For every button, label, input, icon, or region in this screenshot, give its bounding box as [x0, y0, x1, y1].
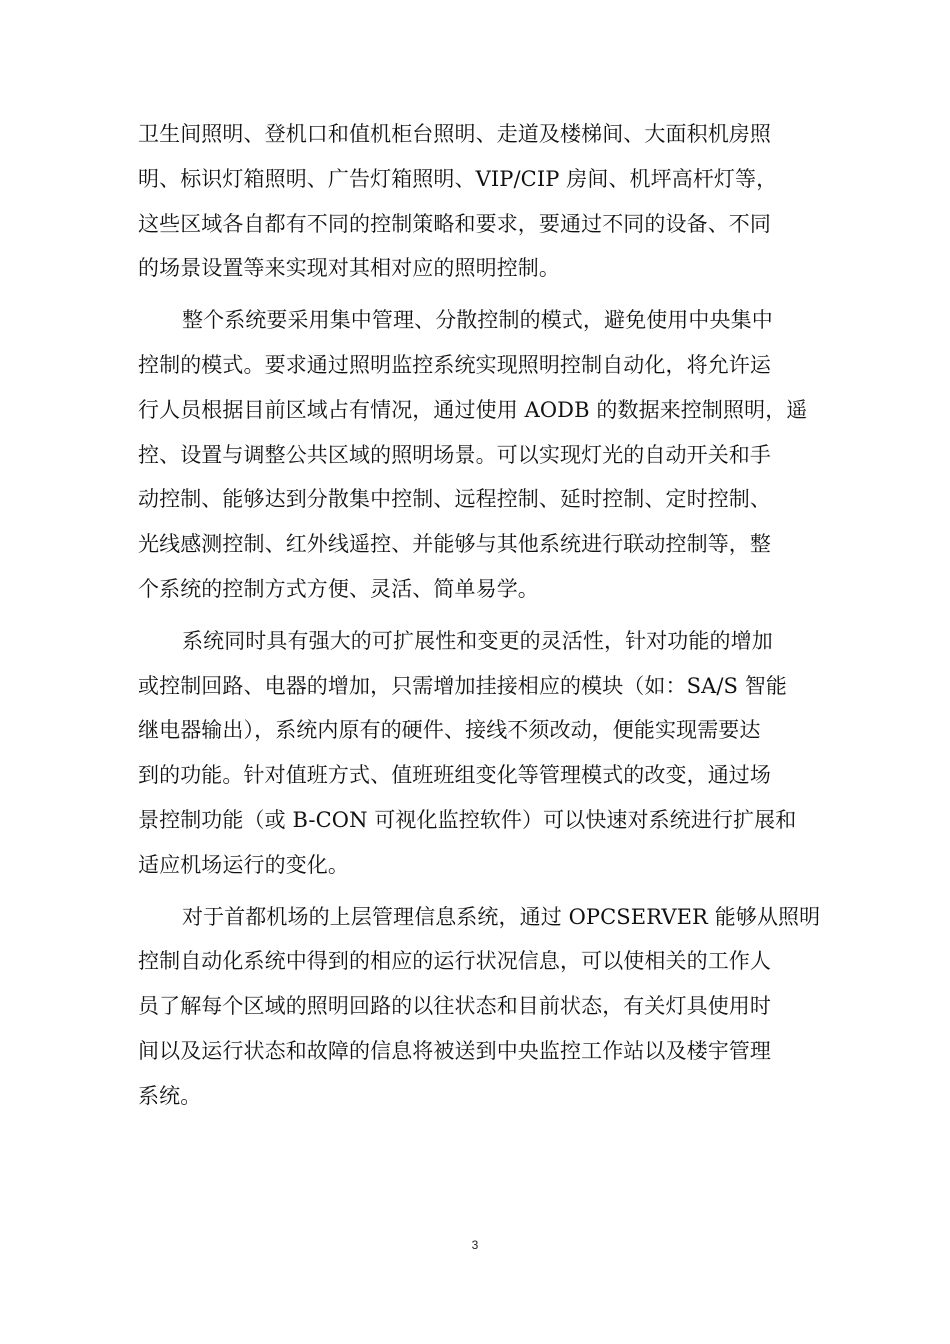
paragraph-line: 控、设置与调整公共区域的照明场景。可以实现灯光的自动开关和手 — [138, 442, 771, 467]
paragraph-1 — [138, 112, 818, 291]
paragraph-3 — [138, 619, 818, 888]
paragraph-line: 动控制、能够达到分散集中控制、远程控制、延时控制、定时控制、 — [138, 487, 771, 512]
paragraph-line: 卫生间照明、登机口和值机柜台照明、走道及楼梯间、大面积机房照 — [138, 122, 771, 146]
paragraph-4 — [138, 895, 821, 1119]
paragraph-line: 的场景设置等来实现对其相对应的照明控制。 — [138, 256, 560, 281]
paragraph-line: 行人员根据目前区域占有情况，通过使用 AODB 的数据来控制照明，遥 — [138, 397, 808, 422]
paragraph-line: 控制的模式。要求通过照明监控系统实现照明控制自动化，将允许运 — [138, 352, 771, 377]
paragraph-line: 或控制回路、电器的增加，只需增加挂接相应的模块（如：SA/S 智能 — [138, 673, 787, 698]
paragraph-line: 继电器输出），系统内原有的硬件、接线不须改动，便能实现需要达 — [138, 718, 761, 743]
paragraph-line: 个系统的控制方式方便、灵活、简单易学。 — [138, 576, 539, 601]
paragraph-line: 员了解每个区域的照明回路的以往状态和目前状态，有关灯具使用时 — [138, 994, 771, 1019]
paragraph-2 — [138, 298, 818, 612]
paragraph-line: 明、标识灯箱照明、广告灯箱照明、VIP/CIP 房间、机坪高杆灯等， — [138, 166, 778, 191]
paragraph-line: 控制自动化系统中得到的相应的运行状况信息，可以使相关的工作人 — [138, 949, 771, 974]
paragraph-line: 到的功能。针对值班方式、值班班组变化等管理模式的改变，通过场 — [138, 763, 771, 788]
paragraph-line: 光线感测控制、红外线遥控、并能够与其他系统进行联动控制等，整 — [138, 532, 771, 557]
paragraph-line: 系统。 — [138, 1083, 202, 1108]
paragraph-line: 系统同时具有强大的可扩展性和变更的灵活性，针对功能的增加 — [182, 628, 773, 653]
paragraph-line: 对于首都机场的上层管理信息系统，通过 OPCSERVER 能够从照明 — [182, 904, 821, 929]
paragraph-line: 这些区域各自都有不同的控制策略和要求，要通过不同的设备、不同 — [138, 211, 771, 236]
paragraph-line: 景控制功能（或 B-CON 可视化监控软件）可以快速对系统进行扩展和 — [138, 807, 797, 832]
paragraph-line: 整个系统要采用集中管理、分散控制的模式，避免使用中央集中 — [182, 308, 773, 333]
page-number: 3 — [471, 1238, 479, 1252]
paragraph-line: 适应机场运行的变化。 — [138, 852, 349, 877]
document-body — [138, 112, 821, 1119]
paragraph-line: 间以及运行状态和故障的信息将被送到中央监控工作站以及楼宇管理 — [138, 1038, 771, 1063]
